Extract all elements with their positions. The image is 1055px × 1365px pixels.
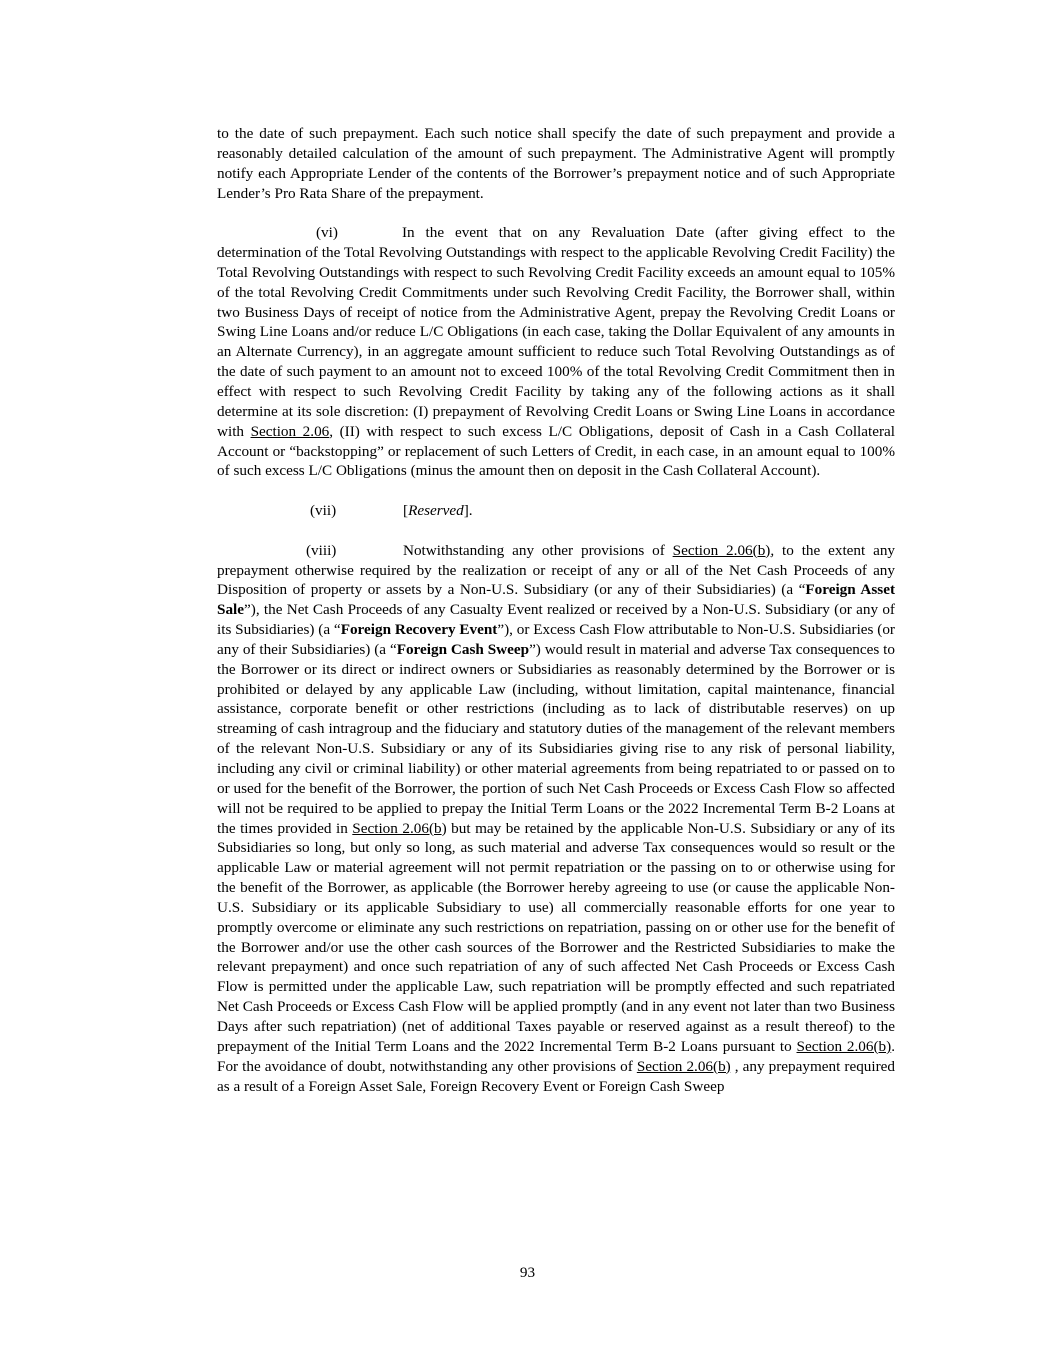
section-reference: Section 2.06(b <box>352 819 442 837</box>
defined-term: Foreign Recovery Event <box>340 621 498 639</box>
clause-vii <box>217 501 895 521</box>
clause-text: , to the extent any prepayment otherwise required by the realization or receipt of any or all of the Net Cash Proceeds of any Disposition of property or assets by a Non-U.S. Subsidiary (or any of their Subsidiaries) (a “ <box>217 541 896 599</box>
clause-text: Notwithstanding any other provisions of <box>403 541 673 559</box>
clause-text: In the event that on any Revaluation Date (after giving effect to the determination of the Total Revolving Outstandings with respect to the applicable Revolving Credit Facility) the Total Revolving Outstandings with respect to such Revolving Credit Facility exceeds an amount equal to 105% of the total Revolving Credit Commitments under such Revolving Credit Facility, the Borrower shall, within two Business Days of receipt of notice from the Administrative Agent, prepay the Revolving Credit Loans or Swing Line Loans and/or reduce L/C Obligations (in each case, taking the Dollar Equivalent of any amounts in an Alternate Currency), in an aggregate amount sufficient to reduce such Total Revolving Outstandings as of the date of such payment to an amount not to exceed 100% of the total Revolving Credit Commitment then in effect with respect to such Revolving Credit Facility by taking any of the following actions as it shall determine at its sole discretion: (I) prepayment of Revolving Credit Loans or Swing Line Loans in accordance with <box>217 224 895 440</box>
bracket-close: ]. <box>463 502 473 520</box>
clause-text: ”) would result in material and adverse Tax consequences to the Borrower or its direct or indirect owners or Subsidiaries as reasonably determined by the Borrower or is prohibited or delayed by any applicable Law (including, without limitation, capital maintenance, financial assistance, corporate benefit or other restrictions (including as to lack of distributable reserves) on up streaming of cash intragroup and the fiduciary and statutory duties of the management of the relevant members of the relevant Non-U.S. Subsidiary or any of its Subsidiaries giving rise to any risk of personal liability, including any civil or criminal liability) or other material agreements from being repatriated to or passed on to or used for the benefit of the Borrower, the portion of such Net Cash Proceeds or Excess Cash Flow so affected will not be required to be applied to prepay the Initial Term Loans or the 2022 Incremental Term B-2 Loans at the times provided in <box>217 640 895 837</box>
section-reference: Section 2.06(b) <box>636 1057 731 1075</box>
clause-viii <box>217 541 895 1097</box>
clause-text: ”), or Excess Cash Flow attributable to Non-U.S. Subsidiaries (or any of their Subsidiaries) (a “ <box>217 621 895 658</box>
defined-term: Foreign Asset Sale <box>217 581 895 619</box>
clause-number: (vi) <box>316 224 338 242</box>
section-reference: Section 2.06(b) <box>796 1037 892 1055</box>
clause-vi <box>217 223 895 481</box>
bracket-open: [ <box>403 502 409 520</box>
clause-number: (viii) <box>306 541 337 559</box>
clause-text: ) but may be retained by the applicable Non-U.S. Subsidiary or any of its Subsidiaries so long, but only so long, as such material and adverse Tax consequences would so result or the applicable Law or material agreement will not permit repatriation or the passing on to or otherwise using for the benefit of the Borrower, as applicable (the Borrower hereby agreeing to use (or cause the applicable Non-U.S. Subsidiary or its applicable Subsidiary to use) all commercially reasonable efforts for one year to promptly overcome or eliminate any such restrictions on repatriation, passing on or other use for the benefit of the Borrower and/or use the other cash sources of the Borrower and the Restricted Subsidiaries to make the relevant prepayment) and once such repatriation of any of such affected Net Cash Proceeds or Excess Cash Flow is permitted under the applicable Law, such repatriation will be promptly effected and such repatriated Net Cash Proceeds or Excess Cash Flow will be applied promptly (and in any event not later than two Business Days after such repatriation) (net of additional Taxes payable or reserved against as a result thereof) to the prepayment of the Initial Term Loans and the 2022 Incremental Term B-2 Loans pursuant to <box>217 819 895 1055</box>
paragraph-text: to the date of such prepayment. Each such notice shall specify the date of such prepayment and provide a reasonably detailed calculation of the amount of such prepayment. The Administrative Agent will promptly notify each Appropriate Lender of the contents of the Borrower’s prepayment notice and of such Appropriate Lender’s Pro Rata Share of the prepayment. <box>217 125 895 202</box>
clause-text: . For the avoidance of doubt, notwithstanding any other provisions of <box>217 1037 896 1075</box>
page-number: 93 <box>519 1264 536 1281</box>
clause-text: , any prepayment required as a result of a Foreign Asset Sale, Foreign Recovery Event or Foreign Cash Sweep <box>217 1057 895 1095</box>
section-reference: Section 2.06(b) <box>672 541 771 559</box>
document-page <box>217 124 895 1116</box>
reserved-text: Reserved <box>408 502 464 520</box>
clause-text: ”), the Net Cash Proceeds of any Casualty Event realized or received by a Non-U.S. Subsidiary (or any of its Subsidiaries) (a “ <box>217 601 895 639</box>
paragraph-continuation <box>217 124 895 203</box>
defined-term: Foreign Cash Sweep <box>396 640 530 658</box>
clause-number: (vii) <box>310 502 337 520</box>
clause-text: , (II) with respect to such excess L/C Obligations, deposit of Cash in a Cash Collateral Account or “backstopping” or replacement of such Letters of Credit, in each case, in an amount equal to 100% of such excess L/C Obligations (minus the amount then on deposit in the Cash Collateral Account). <box>217 422 895 480</box>
section-reference: Section 2.06 <box>250 422 330 440</box>
